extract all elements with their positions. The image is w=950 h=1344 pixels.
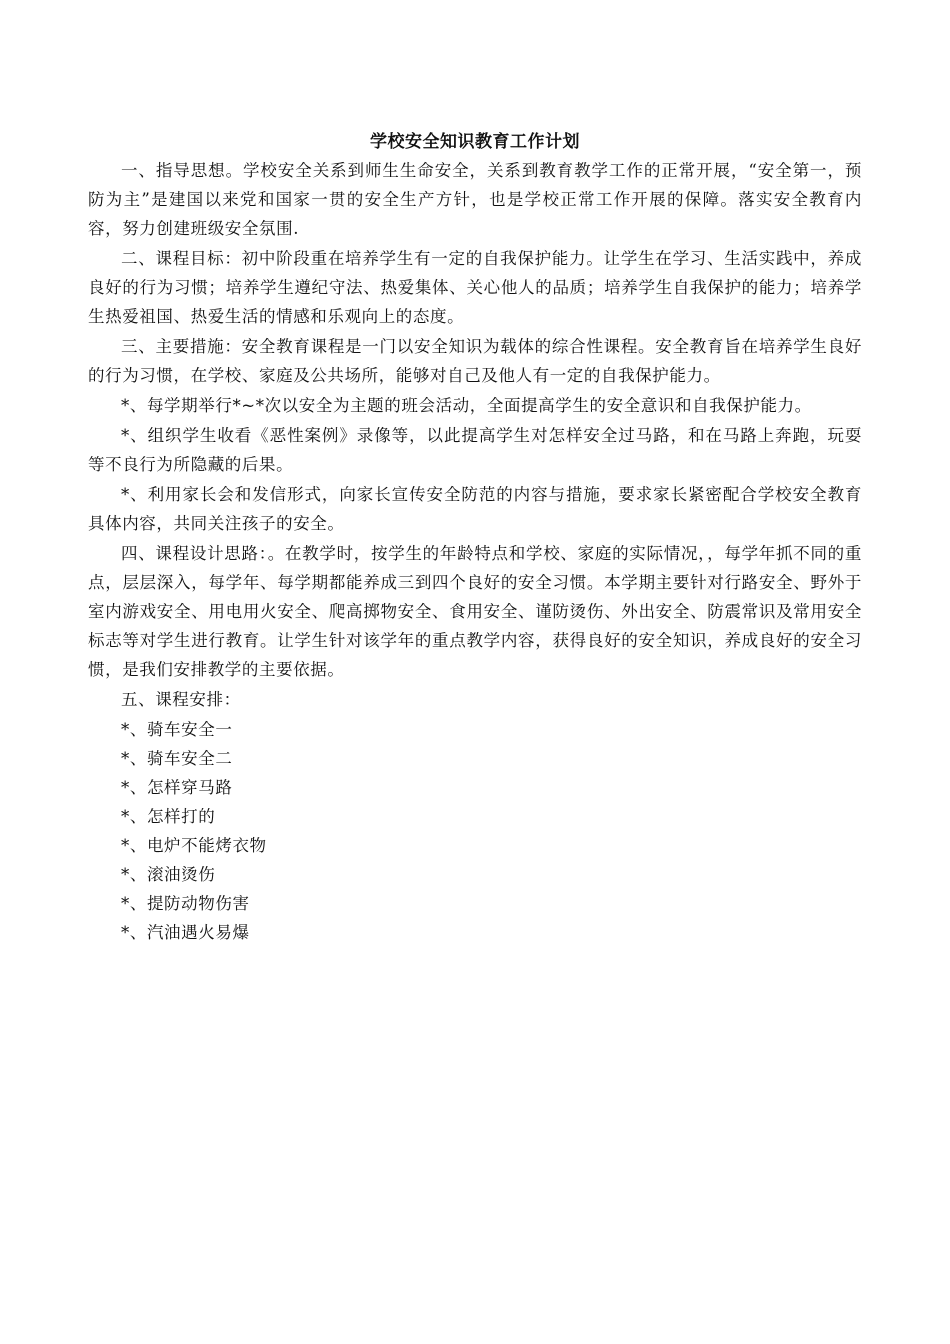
paragraph-measure-parents: *、利用家长会和发信形式，向家长宣传安全防范的内容与措施，要求家长紧密配合学校安全教育具体内容，共同关注孩子的安全。	[88, 485, 862, 533]
paragraph-course-schedule-heading: 五、课程安排：	[121, 690, 241, 709]
list-item: *、骑车安全一	[121, 720, 233, 739]
course-schedule-list	[88, 715, 862, 947]
paragraph-course-design: 四、课程设计思路：。在教学时，按学生的年龄特点和学校、家庭的实际情况，，每学年抓不同的重点，层层深入，每学年、每学期都能养成三到四个良好的安全习惯。本学期主要针对行路安全、野外于室内游戏安全、用电用火安全、爬高掷物安全、食用安全、谨防烫伤、外出安全、防震常识及常用安全标志等对学生进行教育。让学生针对该学年的重点教学内容，获得良好的安全知识，养成良好的安全习惯，是我们安排教学的主要依据。	[88, 544, 862, 679]
paragraph-main-measures: 三、主要措施：安全教育课程是一门以安全知识为载体的综合性课程。安全教育旨在培养学生良好的行为习惯，在学校、家庭及公共场所，能够对自己及他人有一定的自我保护能力。	[88, 337, 862, 385]
list-item: *、怎样打的	[121, 807, 216, 826]
document-body	[88, 130, 862, 947]
document-title: 学校安全知识教育工作计划	[370, 132, 580, 152]
list-item: *、电炉不能烤衣物	[121, 836, 267, 855]
list-item: *、提防动物伤害	[121, 894, 250, 913]
paragraph-measure-video: *、组织学生收看《恶性案例》录像等，以此提高学生对怎样安全过马路，和在马路上奔跑，玩耍等不良行为所隐藏的后果。	[88, 426, 862, 474]
paragraph-guiding-thought: 一、指导思想。学校安全关系到师生生命安全，关系到教育教学工作的正常开展，“安全第一，预防为主”是建国以来党和国家一贯的安全生产方针，也是学校正常工作开展的保障。落实安全教育内容，努力创建班级安全氛围.	[88, 161, 862, 238]
list-item: *、汽油遇火易爆	[121, 923, 250, 942]
paragraph-measure-class-meeting: *、每学期举行*~*次以安全为主题的班会活动，全面提高学生的安全意识和自我保护能力。	[121, 396, 812, 415]
list-item: *、骑车安全二	[121, 749, 233, 768]
paragraph-course-goals: 二、课程目标：初中阶段重在培养学生有一定的自我保护能力。让学生在学习、生活实践中，养成良好的行为习惯；培养学生遵纪守法、热爱集体、关心他人的品质；培养学生自我保护的能力；培养学生热爱祖国、热爱生活的情感和乐观向上的态度。	[88, 249, 862, 326]
list-item: *、怎样穿马路	[121, 778, 233, 797]
list-item: *、滚油烫伤	[121, 865, 216, 884]
